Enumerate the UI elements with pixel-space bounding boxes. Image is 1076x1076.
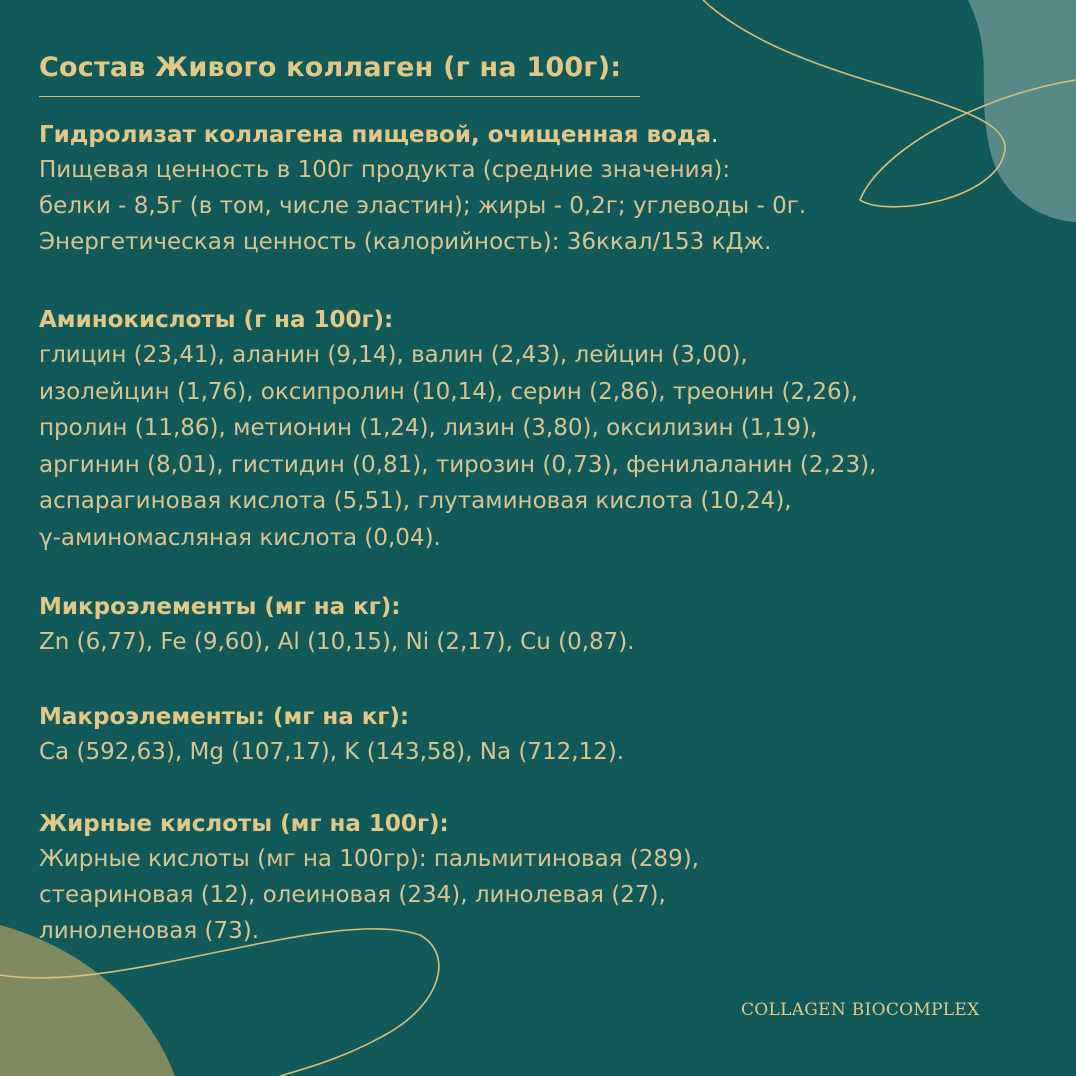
amino-acids-line: γ-аминомасляная кислота (0,04). bbox=[39, 524, 441, 551]
amino-acids-line: изолейцин (1,76), оксипролин (10,14), серин (2,86), треонин (2,26), bbox=[39, 378, 858, 405]
fatty-acids-section bbox=[39, 807, 699, 949]
amino-acids-line: аргинин (8,01), гистидин (0,81), тирозин (0,73), фенилаланин (2,23), bbox=[39, 451, 877, 478]
fatty-acids-line: Жирные кислоты (мг на 100гр): пальмитиновая (289), bbox=[39, 846, 699, 872]
amino-acids-section bbox=[39, 303, 876, 556]
composition-section bbox=[39, 118, 806, 260]
macroelements-heading: Макроэлементы: (мг на кг): bbox=[39, 704, 410, 730]
fatty-acids-line: стеариновая (12), олеиновая (234), линолевая (27), bbox=[39, 882, 666, 908]
amino-acids-line: пролин (11,86), метионин (1,24), лизин (3,80), оксилизин (1,19), bbox=[39, 415, 818, 441]
fatty-acids-line: линоленовая (73). bbox=[39, 918, 260, 944]
nutrition-line: Энергетическая ценность (калорийность): 36ккал/153 кДж. bbox=[39, 229, 772, 255]
title-underline bbox=[39, 96, 640, 97]
ingredients-period: . bbox=[710, 122, 719, 148]
ingredients-heading bbox=[39, 118, 806, 152]
page-title: Состав Живого коллаген (г на 100г): bbox=[39, 52, 622, 83]
nutrition-line: Пищевая ценность в 100г продукта (средние значения): bbox=[39, 157, 731, 183]
microelements-section bbox=[39, 590, 635, 660]
nutrition-line: белки - 8,5г (в том, числе эластин); жиры - 0,2г; углеводы - 0г. bbox=[39, 193, 807, 219]
microelements-heading: Микроэлементы (мг на кг): bbox=[39, 594, 401, 620]
ingredients-text: Гидролизат коллагена пищевой, очищенная вода bbox=[39, 122, 711, 148]
amino-acids-line: глицин (23,41), аланин (9,14), валин (2,43), лейцин (3,00), bbox=[39, 342, 748, 368]
macroelements-line: Ca (592,63), Mg (107,17), K (143,58), Na (712,12). bbox=[39, 739, 625, 765]
macroelements-section bbox=[39, 700, 624, 770]
amino-acids-line: аспарагиновая кислота (5,51), глутаминовая кислота (10,24), bbox=[39, 488, 792, 514]
grey-blob-shape bbox=[968, 0, 1076, 222]
amino-acids-heading: Аминокислоты (г на 100г): bbox=[39, 307, 394, 333]
brand-name: COLLAGEN BIOCOMPLEX bbox=[741, 1000, 980, 1020]
fatty-acids-heading: Жирные кислоты (мг на 100г): bbox=[39, 811, 449, 837]
microelements-line: Zn (6,77), Fe (9,60), Al (10,15), Ni (2,17), Cu (0,87). bbox=[39, 629, 635, 655]
